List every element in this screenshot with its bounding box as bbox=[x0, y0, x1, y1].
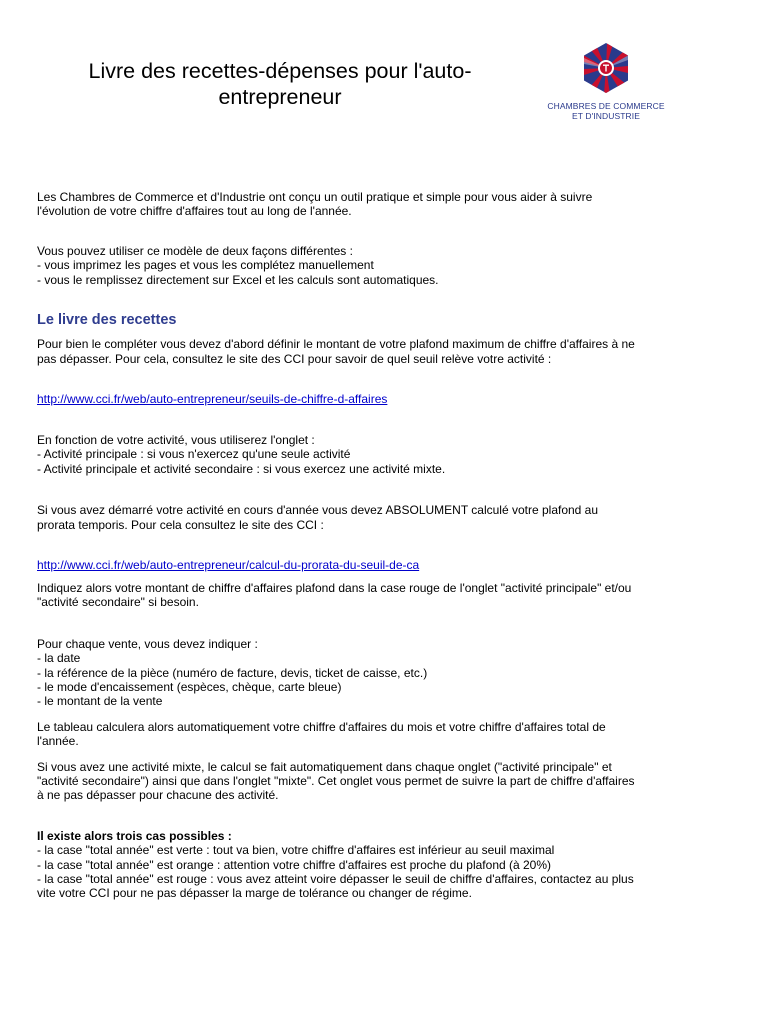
section-paragraph-3: Si vous avez démarré votre activité en cours d'année vous devez ABSOLUMENT calculé votre plafond au prorata temporis. Pour cela consultez le site des CCI : bbox=[37, 503, 599, 532]
document-title: Livre des recettes-dépenses pour l'auto-entrepreneur bbox=[88, 59, 472, 109]
section-paragraph-5: Pour chaque vente, vous devez indiquer : - la date - la référence de la pièce (numéro de facture, devis, ticket de caisse, etc.) - le mode d'encaissement (espèces, chèque, carte bleue) - le montant de la vente bbox=[37, 636, 428, 709]
section-paragraph-2: En fonction de votre activité, vous utiliserez l'onglet : - Activité principale : si vous n'exercez qu'une seule activité - Activité principale et activité secondaire : si vous exercez une activité mixte. bbox=[37, 433, 446, 476]
section-paragraph-1: Pour bien le compléter vous devez d'abord définir le montant de votre plafond maximum de chiffre d'affaires à ne pas dépasser. Pour cela, consultez le site des CCI pour savoir de quel seuil relève votre activité : bbox=[37, 337, 635, 366]
cci-logo-text-line2: ET D'INDUSTRIE bbox=[571, 111, 641, 121]
cci-logo-icon bbox=[580, 42, 632, 94]
section-paragraph-4: Indiquez alors votre montant de chiffre d'affaires plafond dans la case rouge de l'onglet "activité principale" et/ou "activité secondaire" si besoin. bbox=[37, 580, 632, 610]
section-paragraph-7: Si vous avez une activité mixte, le calcul se fait automatiquement dans chaque onglet ("activité principale" et "activité secondaire") ainsi que dans l'onglet "mixte". Cet onglet vous permet de suivre la part de chiffre d'affaires à ne pas dépasser pour chacune des activité. bbox=[37, 759, 635, 803]
intro-paragraph-1: Les Chambres de Commerce et d'Industrie ont conçu un outil pratique et simple pour vous aider à suivre l'évolution de votre chiffre d'affaires tout au long de l'année. bbox=[37, 190, 593, 219]
section-paragraph-6: Le tableau calculera alors automatiquement votre chiffre d'affaires du mois et votre chiffre d'affaires total de l'année. bbox=[37, 719, 606, 749]
cci-logo bbox=[544, 42, 668, 126]
section-heading: Le livre des recettes bbox=[37, 312, 177, 329]
seuils-link[interactable]: http://www.cci.fr/web/auto-entrepreneur/seuils-de-chiffre-d-affaires bbox=[37, 391, 388, 406]
cases-heading: Il existe alors trois cas possibles : bbox=[37, 828, 232, 843]
cci-logo-text-line1: CHAMBRES DE COMMERCE bbox=[547, 101, 665, 111]
document-body bbox=[37, 190, 697, 901]
cci-logo-text bbox=[544, 101, 668, 121]
intro-paragraph-2: Vous pouvez utiliser ce modèle de deux façons différentes : - vous imprimez les pages et vous les complétez manuellement - vous le remplissez directement sur Excel et les calculs sont automatiques. bbox=[37, 243, 439, 287]
prorata-link[interactable]: http://www.cci.fr/web/auto-entrepreneur/calcul-du-prorata-du-seuil-de-ca bbox=[37, 557, 420, 572]
cases-list: - la case "total année" est verte : tout va bien, votre chiffre d'affaires est inférieur au seuil maximal - la case "total année" est orange : attention votre chiffre d'affaires est proche du plafond (à 20%) - la case "total année" est rouge : vous avez atteint voire dépasser le seuil de chiffre d'affaires, contactez au plus vite votre CCI pour ne pas dépasser la marge de tolérance ou changer de régime. bbox=[37, 843, 634, 901]
